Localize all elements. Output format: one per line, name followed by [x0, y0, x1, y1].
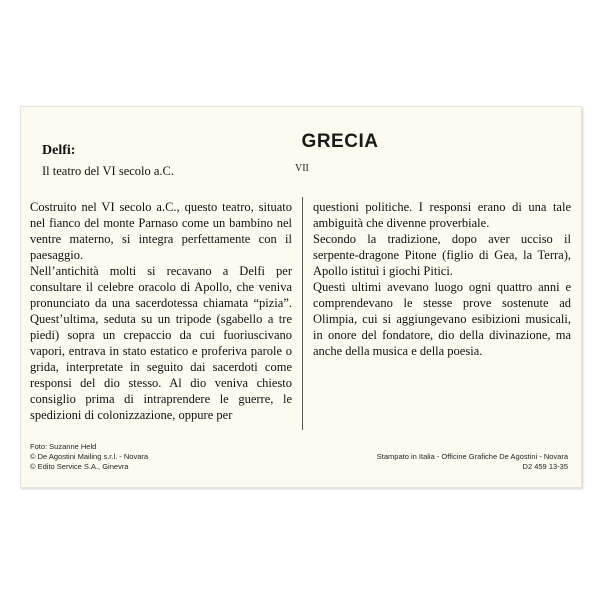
- credits: [30, 442, 148, 472]
- card-subtitle: Il teatro del VI secolo a.C.: [42, 164, 175, 178]
- photo-credit: Foto: Suzanne Held: [30, 442, 97, 451]
- paragraph: Costruito nel VI secolo a.C., questo teatro, situato nel fianco del monte Parnaso come un bambino nel ventre materno, si integra perfettamente con il paesaggio.: [30, 200, 292, 262]
- printed-in: Stampato in Italia - Officine Grafiche De Agostini - Novara: [376, 452, 568, 461]
- plate-number: VII: [295, 163, 309, 174]
- paragraph: Secondo la tradizione, dopo aver ucciso il serpente-dragone Pitone (figlio di Gea, la Terra), Apollo istituì i giochi Pitici.: [313, 232, 571, 278]
- column-divider: [302, 197, 303, 430]
- copyright-line: © Edito Service S.A., Ginevra: [30, 462, 129, 471]
- printer-info: [377, 452, 568, 472]
- copyright-line: © De Agostini Mailing s.r.l. - Novara: [30, 452, 149, 461]
- text-column-left: [30, 199, 292, 423]
- card-title: GRECIA: [301, 131, 379, 152]
- paragraph: Nell’antichità molti si recavano a Delfi per consultare il celebre oracolo di Apollo, che veniva pronunciato da una sacerdotessa chiamata “pizia”. Quest’ultima, seduta su un tripode (sgabello a tre piedi) sopra un crepaccio da cui fuoriuscivano vapori, entrava in stato estatico e proferiva parole o grida, interpretate in seguito dai sacerdoti come responsi del dio stesso. Al dio veniva chiesto consiglio prima di intraprendere le guerre, le spedizioni di colonizzazione, oppure per: [30, 264, 292, 422]
- paragraph: questioni politiche. I responsi erano di una tale ambiguità che divenne proverbiale.: [313, 200, 571, 230]
- place-name: Delfi:: [42, 143, 76, 158]
- paragraph: Questi ultimi avevano luogo ogni quattro anni e comprendevano le stesse prove sostenute ad Olimpia, cui si aggiungevano esibizioni musicali, in onore del fondatore, dio della divinazione, ma anche della musica e della poesia.: [313, 280, 571, 358]
- product-code: D2 459 13-35: [522, 462, 568, 471]
- text-column-right: [313, 199, 571, 359]
